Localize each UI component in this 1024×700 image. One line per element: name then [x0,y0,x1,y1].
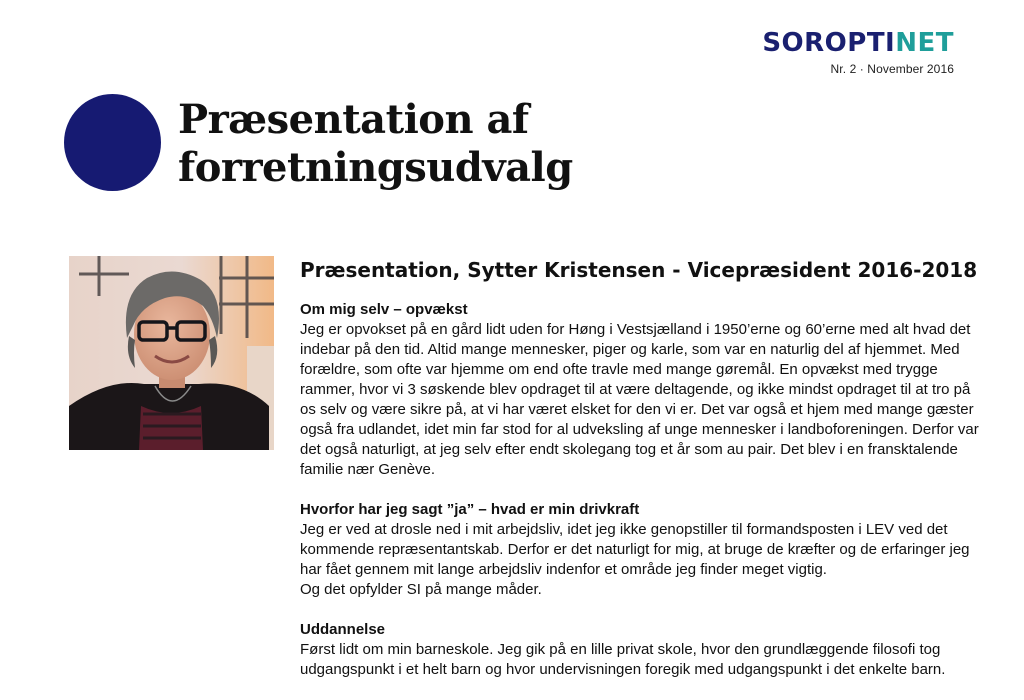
section-heading-upbringing: Om mig selv – opvækst [300,301,468,318]
section-heading-motivation: Hvorfor har jeg sagt ”ja” – hvad er min drivkraft [300,501,640,518]
soroptinet-logo [762,28,954,58]
title-line-1: Præsentation af [178,96,529,143]
issue-info: Nr. 2 · November 2016 [830,62,954,76]
motivation-paragraph-1: Jeg er ved at drosle ned i mit arbejdsliv, idet jeg ikke genopstiller til formandsposten i LEV ved det kommende repræsentantskab. Derfor er det naturligt for mig, at bruge de kræfter og de erfaringer jeg har fået gennem mit lange arbejdsliv indenfor et område jeg finder meget vigtig. [300,521,970,578]
section-text-motivation [300,520,990,600]
article-subtitle: Præsentation, Sytter Kristensen - Vicepræsident 2016-2018 [300,258,978,282]
article-body [300,256,990,700]
motivation-paragraph-2: Og det opfylder SI på mange måder. [300,581,542,598]
section-text-upbringing: Jeg er opvokset på en gård lidt uden for Høng i Vestsjælland i 1950’erne og 60’erne med alt hvad det indebar på den tid. Altid mange mennesker, piger og karle, som var en naturlig del af hjemmet. Med forældre, som ofte var hjemme om end ofte travle med mange gøremål. En opvækst med trygge rammer, hvor vi 3 søskende blev opdraget til at være deltagende, og ikke mindst opdraget til at tro på os selv og være sikre på, at vi har været elsket for den vi er. Det var også et hjem med mange gæster også fra udlandet, idet min far stod for al udveksling af unge mennesker i landboforeningen. Derfor var det også naturligt, at jeg selv efter endt skolegang tog et år som au pair. Det blev i en fransktalende familie nær Genève. [300,321,979,478]
portrait-photo [69,256,274,450]
decorative-circle [64,94,161,191]
title-line-2: forretningsudvalg [178,144,573,191]
section-text-education: Først lidt om min barneskole. Jeg gik på en lille privat skole, hvor den grundlæggende filosofi tog udgangspunkt i et helt barn og hvor undervisningen foregik med udgangspunkt i det enkelte barn. [300,641,946,678]
page-title [178,96,573,192]
logo-text-part2: NET [895,28,954,58]
logo-text-part1: SOROPTI [762,28,896,58]
section-heading-education: Uddannelse [300,621,386,638]
